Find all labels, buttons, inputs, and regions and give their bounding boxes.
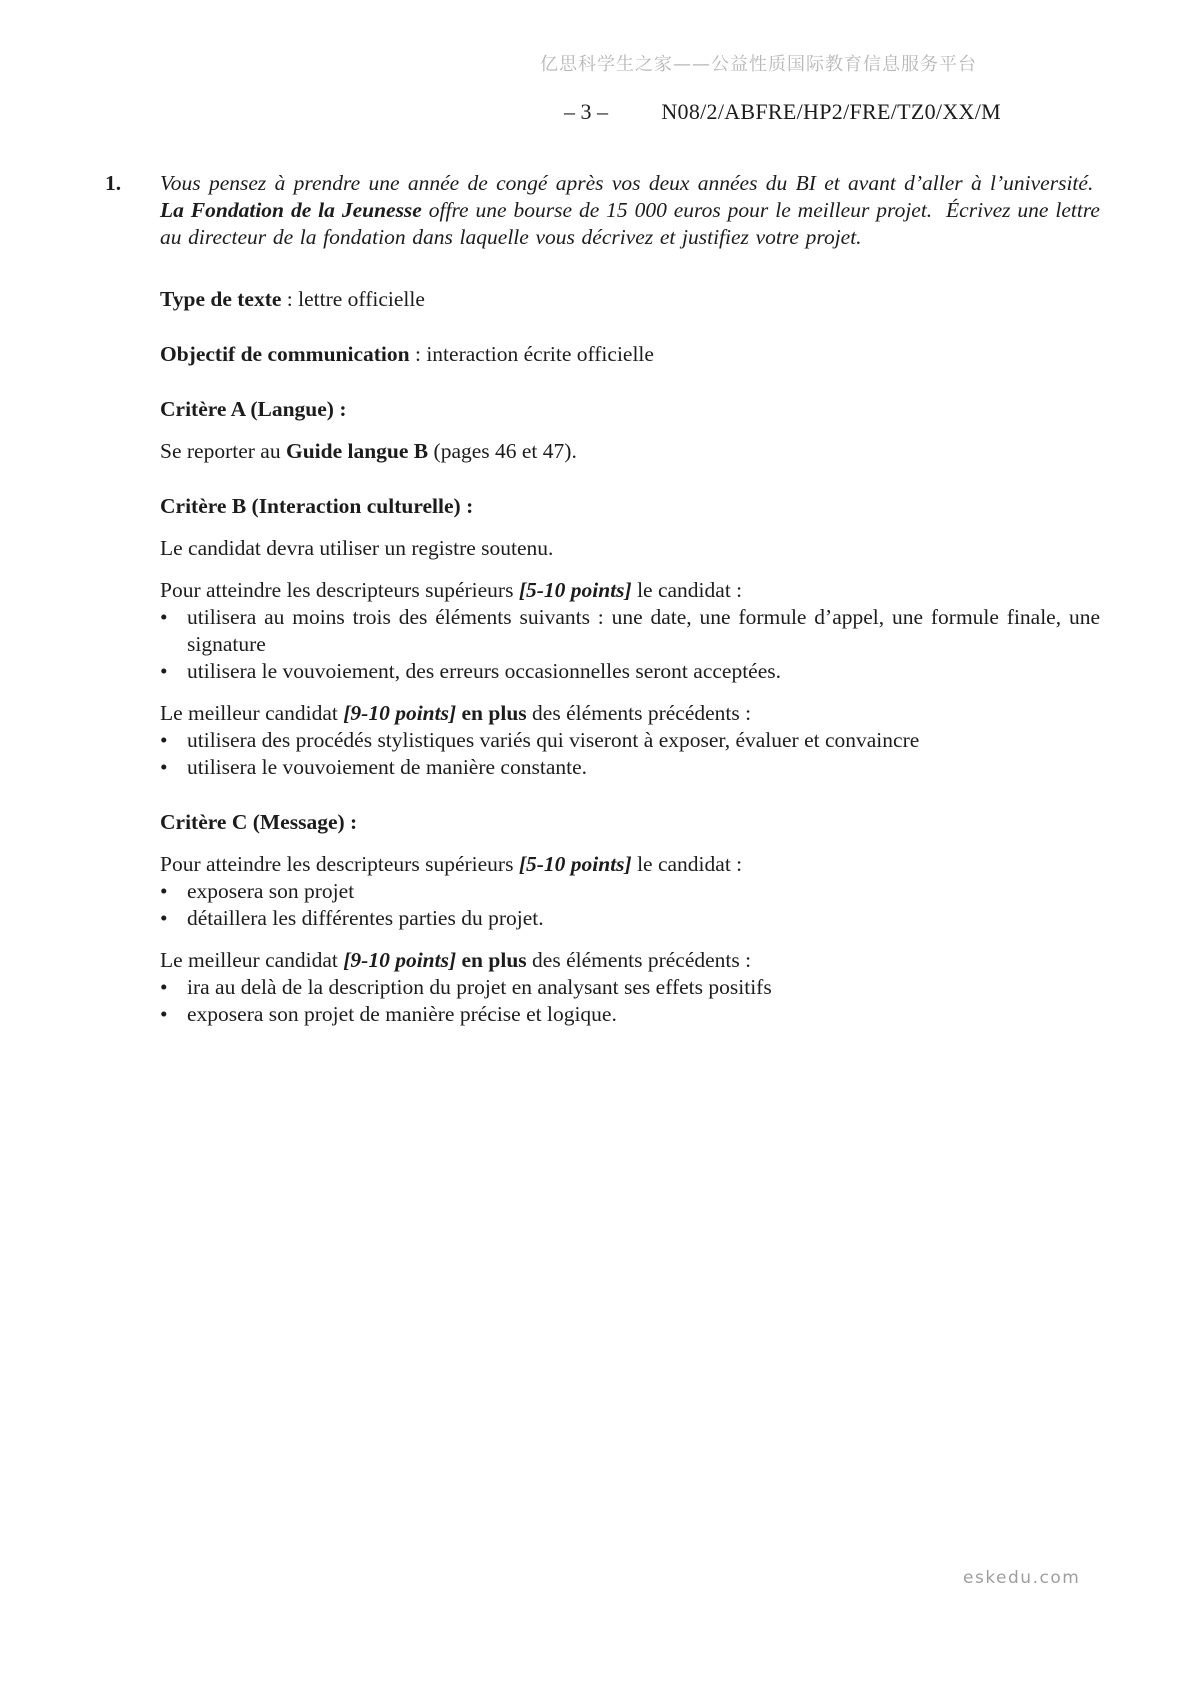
bullet-text: exposera son projet (187, 879, 355, 903)
bullet-icon: • (160, 605, 168, 629)
question-text-part2: offre une bourse de 15 000 euros pour le meilleur projet. Écrivez une lettre au directeur de la fondation dans laquelle vous décrivez et justifiez votre projet. (160, 198, 1100, 249)
bullet-icon: • (160, 975, 168, 999)
en-plus-emphasis: en plus (456, 948, 527, 972)
question-text-part1: Vous pensez à prendre une année de congé après vos deux années du BI et avant d’aller à l’université. (160, 171, 1100, 195)
bullet-text: exposera son projet de manière précise et logique. (187, 1002, 617, 1026)
descriptor-intro-text: Pour atteindre les descripteurs supérieurs (160, 578, 519, 602)
descriptor-intro-tail: le candidat : (631, 578, 743, 602)
exam-code: N08/2/ABFRE/HP2/FRE/TZ0/XX/M (661, 99, 1001, 124)
question-1 (105, 170, 1100, 251)
objectif-value: : interaction écrite officielle (409, 342, 654, 366)
bullet-icon: • (160, 1002, 168, 1026)
criterion-c-heading: Critère C (Message) : (160, 810, 358, 834)
criterion-a-body-pre: Se reporter au (160, 439, 286, 463)
points-range: [5-10 points] (518, 578, 632, 602)
type-de-texte-line (160, 286, 1100, 313)
bullet-text: utilisera des procédés stylistiques variés qui viseront à exposer, évaluer et convaincre (187, 728, 920, 752)
bottom-watermark: eskedu.com (963, 1568, 1081, 1588)
criterion-b-upper-bullets (160, 604, 1100, 685)
bullet-text: utilisera le vouvoiement de manière constante. (187, 755, 587, 779)
descriptor-intro-text: Pour atteindre les descripteurs supérieurs (160, 852, 519, 876)
bullet-item (160, 905, 1100, 932)
criterion-b-intro: Le candidat devra utiliser un registre soutenu. (160, 536, 554, 560)
criterion-c-upper-intro (160, 851, 1100, 878)
descriptor-intro-text: Le meilleur candidat (160, 701, 344, 725)
bullet-item (160, 1001, 1100, 1028)
points-range: [9-10 points] (343, 701, 457, 725)
bullet-icon: • (160, 659, 168, 683)
criterion-b-heading: Critère B (Interaction culturelle) : (160, 494, 474, 518)
bullet-text: utilisera au moins trois des éléments suivants : une date, une formule d’appel, une formule finale, une signature (187, 605, 1100, 656)
document-content (105, 170, 1100, 1028)
criterion-c-section (160, 809, 1100, 1028)
criterion-b-best-bullets (160, 727, 1100, 781)
criterion-a-section (160, 396, 1100, 465)
bullet-item (160, 604, 1100, 658)
bullet-icon: • (160, 879, 168, 903)
objectif-label: Objectif de communication (160, 342, 410, 366)
criterion-b-section (160, 493, 1100, 781)
points-range: [5-10 points] (518, 852, 632, 876)
bullet-icon: • (160, 906, 168, 930)
descriptor-intro-text: Le meilleur candidat (160, 948, 344, 972)
descriptor-intro-tail: des éléments précédents : (526, 948, 752, 972)
bullet-item (160, 727, 1100, 754)
en-plus-emphasis: en plus (456, 701, 527, 725)
criterion-c-best-intro (160, 947, 1100, 974)
bullet-item (160, 878, 1100, 905)
page-number: – 3 – (564, 99, 608, 124)
bullet-icon: • (160, 728, 168, 752)
type-de-texte-value: : lettre officielle (281, 287, 425, 311)
criterion-b-best-intro (160, 700, 1100, 727)
descriptor-intro-tail: des éléments précédents : (526, 701, 752, 725)
descriptor-intro-tail: le candidat : (631, 852, 743, 876)
criterion-a-heading: Critère A (Langue) : (160, 397, 347, 421)
criterion-c-upper-bullets (160, 878, 1100, 932)
bullet-item (160, 754, 1100, 781)
criterion-c-best-bullets (160, 974, 1100, 1028)
question-text (160, 170, 1100, 251)
top-watermark: 亿思科学生之家——公益性质国际教育信息服务平台 (540, 54, 977, 75)
criterion-b-upper-intro (160, 577, 1100, 604)
objectif-line (160, 341, 1100, 368)
criterion-a-body (160, 438, 1100, 465)
points-range: [9-10 points] (343, 948, 457, 972)
bullet-item (160, 974, 1100, 1001)
type-de-texte-label: Type de texte (160, 287, 282, 311)
criterion-a-body-post: (pages 46 et 47). (428, 439, 577, 463)
guide-langue-b-ref: Guide langue B (285, 439, 429, 463)
bullet-text: détaillera les différentes parties du projet. (187, 906, 544, 930)
bullet-icon: • (160, 755, 168, 779)
question-fondation-name: La Fondation de la Jeunesse (160, 198, 422, 222)
bullet-text: utilisera le vouvoiement, des erreurs occasionnelles seront acceptées. (187, 659, 782, 683)
question-number: 1. (105, 171, 122, 195)
bullet-item (160, 658, 1100, 685)
bullet-text: ira au delà de la description du projet en analysant ses effets positifs (187, 975, 772, 999)
